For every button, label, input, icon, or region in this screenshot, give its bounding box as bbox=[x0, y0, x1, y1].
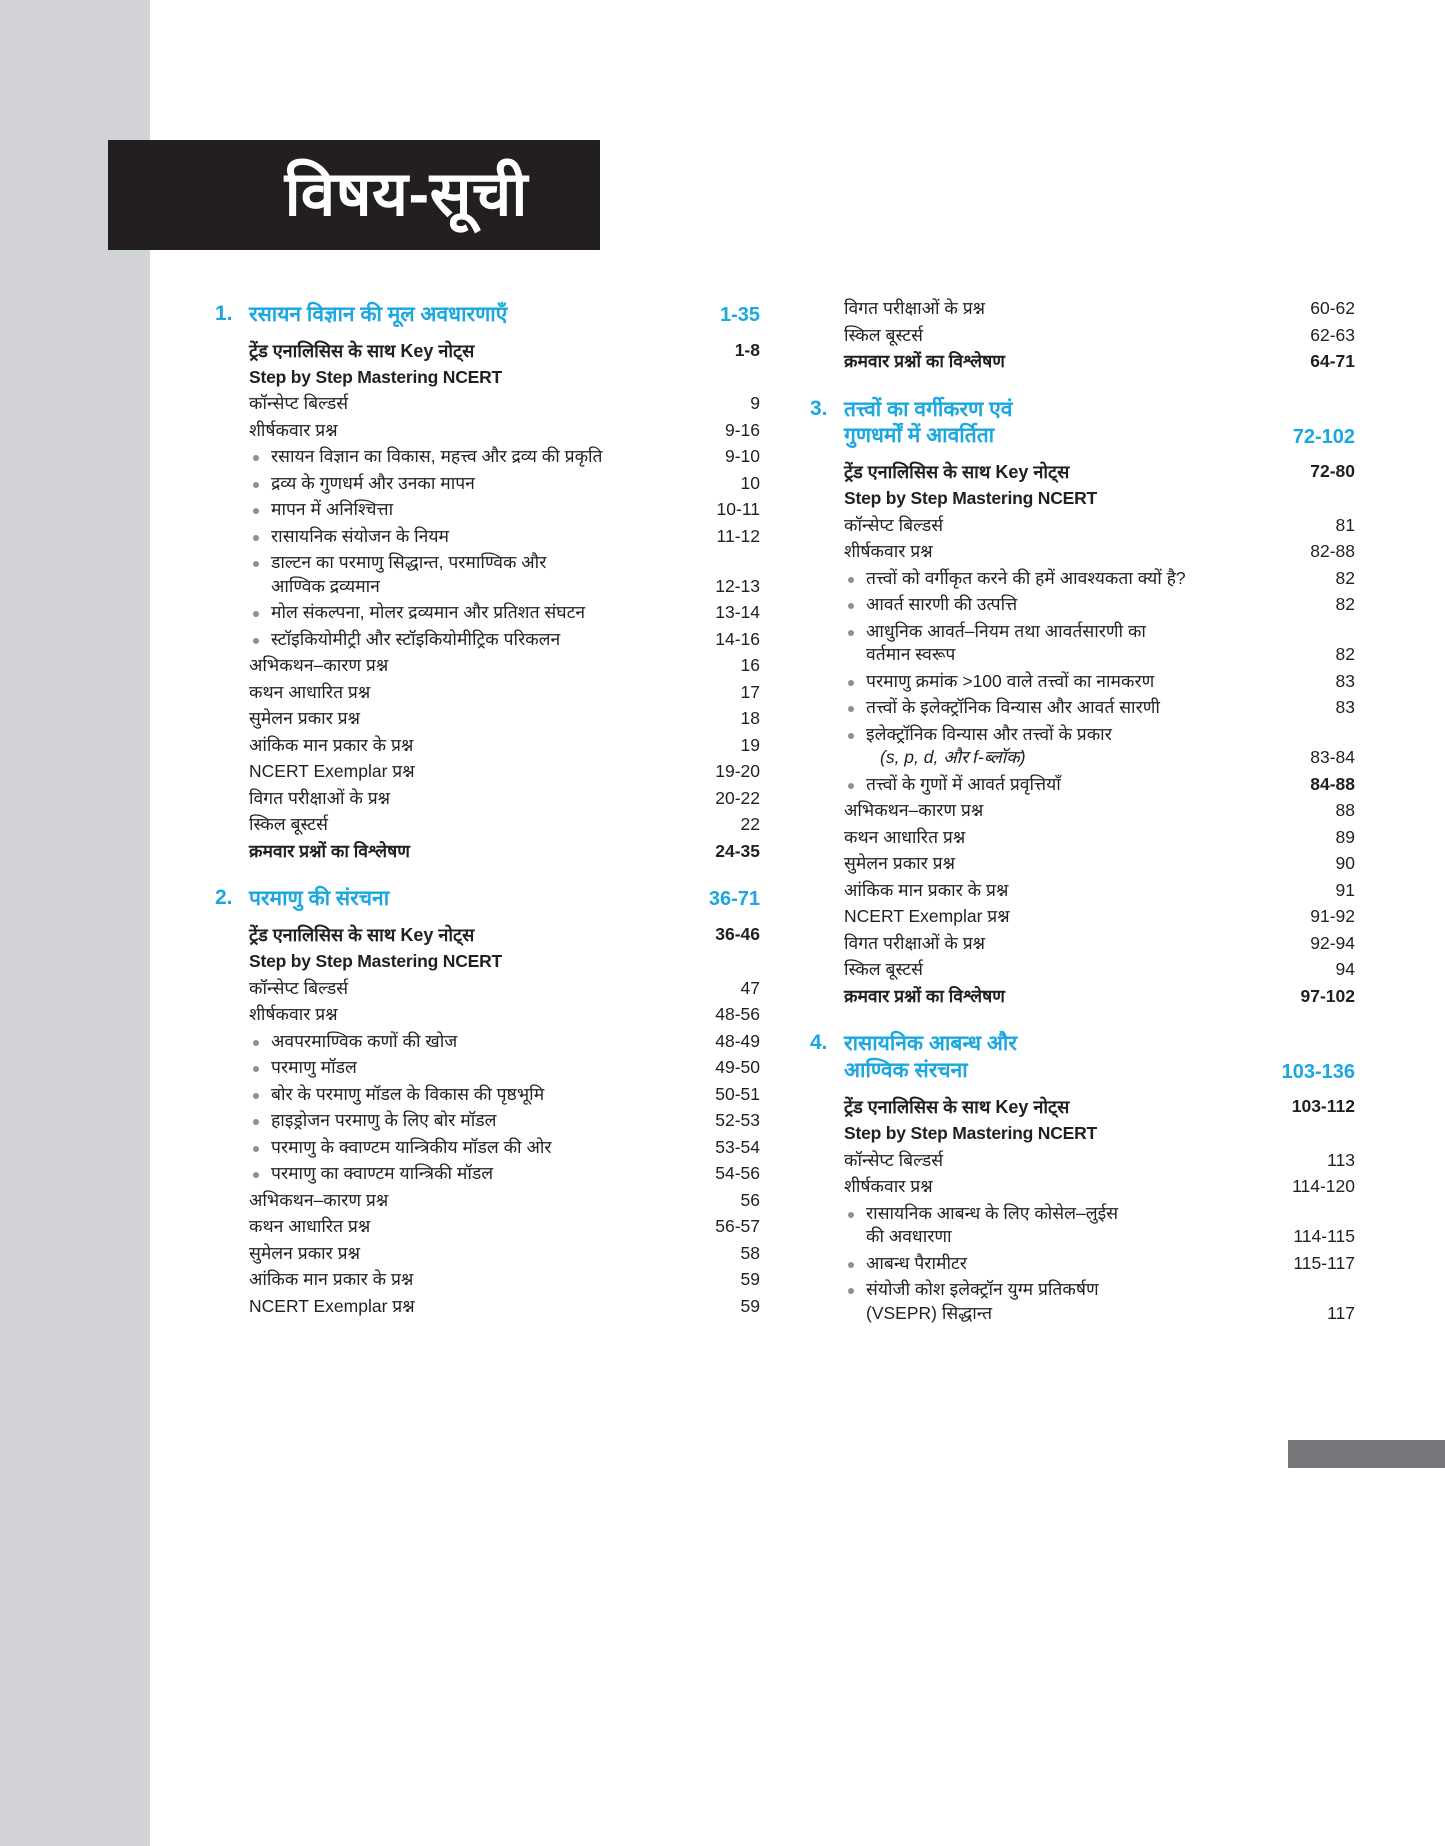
list-item[interactable] bbox=[810, 353, 1355, 371]
row-label: स्टॉइकियोमीट्री और स्टॉइकियोमीट्रिक परिकलन bbox=[271, 628, 561, 649]
row-page: 49-50 bbox=[715, 1057, 760, 1078]
row-page: 19 bbox=[740, 734, 760, 755]
chapter-1-number: 1. bbox=[215, 302, 233, 325]
row-label: अभिकथन–कारण प्रश्न bbox=[249, 655, 389, 676]
list-item[interactable] bbox=[810, 908, 1355, 926]
row-page: 94 bbox=[1335, 959, 1355, 980]
row-label: ट्रेंड एनालिसिस के साथ Key नोट्स bbox=[249, 925, 475, 946]
row-label: अवपरमाण्विक कणों की खोज bbox=[271, 1030, 458, 1051]
row-label: वर्तमान स्वरूप bbox=[866, 644, 956, 665]
row-page: 19-20 bbox=[715, 761, 760, 782]
chapter-3-pages: 72-102 bbox=[1292, 426, 1355, 449]
list-item[interactable] bbox=[215, 734, 760, 755]
list-item[interactable] bbox=[215, 1242, 760, 1263]
row-label: आण्विक द्रव्यमान bbox=[271, 575, 380, 596]
row-label: संयोजी कोश इलेक्ट्रॉन युग्म प्रतिकर्षण bbox=[866, 1279, 1099, 1299]
row-label: शीर्षकवार प्रश्न bbox=[844, 541, 933, 562]
row-label: विगत परीक्षाओं के प्रश्न bbox=[844, 932, 986, 953]
row-label: कथन आधारित प्रश्न bbox=[844, 826, 966, 847]
row-label: Step by Step Mastering NCERT bbox=[844, 1123, 1098, 1143]
list-item[interactable] bbox=[215, 628, 760, 649]
list-item[interactable] bbox=[810, 543, 1355, 561]
row-label: आवर्त सारणी की उत्पत्ति bbox=[866, 594, 1018, 615]
row-label: तत्त्वों के गुणों में आवर्त प्रवृत्तियाँ bbox=[866, 773, 1061, 794]
row-page: 103-112 bbox=[1291, 1096, 1355, 1116]
row-page: 83-84 bbox=[1310, 747, 1355, 768]
row-label: रासायनिक आबन्ध के लिए कोसेल–लुईस bbox=[866, 1202, 1119, 1223]
row-label: (s, p, d, और f-ब्लॉक) bbox=[880, 747, 1026, 768]
row-label: बोर के परमाणु मॉडल के विकास की पृष्ठभूमि bbox=[271, 1083, 545, 1104]
row-page: 9-16 bbox=[724, 419, 760, 440]
row-label: द्रव्य के गुणधर्म और उनका मापन bbox=[271, 472, 475, 493]
list-item[interactable] bbox=[215, 787, 760, 808]
list-item[interactable] bbox=[215, 1271, 760, 1289]
row-label: NCERT Exemplar प्रश्न bbox=[249, 1295, 415, 1316]
row-page: 56-57 bbox=[715, 1216, 760, 1237]
list-item[interactable] bbox=[215, 1006, 760, 1024]
list-item[interactable] bbox=[810, 879, 1355, 900]
chapter-3-number: 3. bbox=[810, 396, 828, 420]
row-page: 90 bbox=[1335, 853, 1355, 874]
list-item[interactable] bbox=[810, 1149, 1355, 1170]
chapter-heading-3[interactable] bbox=[810, 397, 1355, 451]
list-item[interactable] bbox=[215, 953, 760, 971]
row-label: मोल संकल्पना, मोलर द्रव्यमान और प्रतिशत संघटन bbox=[271, 602, 586, 623]
chapter-4-title bbox=[844, 1031, 1017, 1085]
list-item[interactable] bbox=[810, 932, 1355, 953]
chapter-3-left bbox=[810, 397, 1293, 451]
list-item[interactable] bbox=[215, 604, 760, 622]
list-item[interactable] bbox=[215, 977, 760, 998]
list-item[interactable] bbox=[810, 300, 1355, 318]
row-page: 9-10 bbox=[724, 446, 760, 467]
list-item[interactable] bbox=[215, 1136, 760, 1157]
list-item-continuation bbox=[810, 646, 1355, 664]
chapter-1-pages: 1-35 bbox=[719, 304, 760, 326]
row-label: सुमेलन प्रकार प्रश्न bbox=[844, 853, 956, 874]
row-page: 83 bbox=[1335, 697, 1355, 718]
list-item[interactable] bbox=[215, 472, 760, 493]
row-label: कॉन्सेप्ट बिल्डर्स bbox=[844, 514, 944, 535]
row-label: कॉन्सेप्ट बिल्डर्स bbox=[249, 393, 349, 414]
row-page: 62-63 bbox=[1310, 324, 1355, 345]
row-page: 22 bbox=[740, 814, 760, 835]
page-title-banner bbox=[108, 140, 600, 250]
list-item[interactable] bbox=[215, 554, 760, 572]
toc-columns bbox=[0, 300, 1445, 1331]
row-page: 72-80 bbox=[1310, 461, 1355, 482]
row-label: मापन में अनिश्चित्ता bbox=[271, 499, 394, 520]
row-label: अभिकथन–कारण प्रश्न bbox=[844, 800, 984, 821]
row-page: 58 bbox=[740, 1242, 760, 1263]
row-label: स्किल बूस्टर्स bbox=[844, 324, 923, 345]
row-label: रसायन विज्ञान का विकास, महत्त्व और द्रव्य की प्रकृति bbox=[271, 446, 603, 467]
row-page: 48-49 bbox=[715, 1030, 760, 1051]
list-item[interactable] bbox=[810, 773, 1355, 794]
row-label: सुमेलन प्रकार प्रश्न bbox=[249, 708, 361, 729]
row-label: Step by Step Mastering NCERT bbox=[249, 366, 503, 387]
row-page: 14-16 bbox=[715, 628, 760, 649]
chapter-heading-4[interactable] bbox=[810, 1031, 1355, 1085]
row-page: 18 bbox=[740, 708, 760, 729]
row-label: आंकिक मान प्रकार के प्रश्न bbox=[249, 734, 414, 755]
list-item[interactable] bbox=[215, 525, 760, 546]
list-item[interactable] bbox=[810, 463, 1355, 481]
row-label: परमाणु का क्वाण्टम यान्त्रिकी मॉडल bbox=[271, 1163, 494, 1184]
list-item[interactable] bbox=[215, 926, 760, 944]
row-label: विगत परीक्षाओं के प्रश्न bbox=[844, 298, 986, 318]
row-page: 47 bbox=[740, 977, 760, 998]
row-page: 82-88 bbox=[1310, 541, 1355, 562]
row-label: ट्रेंड एनालिसिस के साथ Key नोट्स bbox=[844, 1097, 1070, 1117]
row-label: डाल्टन का परमाणु सिद्धान्त, परमाण्विक और bbox=[271, 552, 547, 573]
row-page: 92-94 bbox=[1310, 932, 1355, 953]
chapter-3-title-line1: तत्त्वों का वर्गीकरण एवं bbox=[844, 397, 1013, 421]
list-item[interactable] bbox=[215, 501, 760, 519]
row-page: 88 bbox=[1335, 800, 1355, 821]
list-item[interactable] bbox=[810, 1202, 1355, 1223]
row-page: 20-22 bbox=[715, 787, 760, 808]
list-item[interactable] bbox=[810, 1281, 1355, 1299]
list-item[interactable] bbox=[810, 1098, 1355, 1116]
list-item[interactable] bbox=[215, 657, 760, 675]
chapter-2-title: परमाणु की संरचना bbox=[249, 887, 390, 911]
row-label: कथन आधारित प्रश्न bbox=[249, 1216, 371, 1237]
row-label: आधुनिक आवर्त–नियम तथा आवर्तसारणी का bbox=[866, 620, 1146, 641]
row-label: ट्रेंड एनालिसिस के साथ Key नोट्स bbox=[844, 462, 1070, 483]
list-item[interactable] bbox=[810, 802, 1355, 820]
list-item[interactable] bbox=[215, 339, 760, 361]
list-item-continuation bbox=[810, 1228, 1355, 1246]
row-label: तत्त्वों के इलेक्ट्रॉनिक विन्यास और आवर्त सारणी bbox=[866, 697, 1160, 718]
row-page: 83 bbox=[1335, 670, 1355, 691]
row-label: परमाणु क्रमांक >100 वाले तत्त्वों का नामकरण bbox=[866, 670, 1155, 691]
row-page: 82 bbox=[1335, 567, 1355, 588]
row-label: विगत परीक्षाओं के प्रश्न bbox=[249, 787, 391, 808]
row-page: 9 bbox=[750, 393, 760, 414]
row-label: अभिकथन–कारण प्रश्न bbox=[249, 1189, 389, 1210]
row-label: Step by Step Mastering NCERT bbox=[844, 488, 1098, 509]
row-label: शीर्षकवार प्रश्न bbox=[249, 419, 338, 440]
list-item[interactable] bbox=[215, 710, 760, 728]
row-page: 13-14 bbox=[715, 602, 760, 623]
list-item-continuation bbox=[810, 1302, 1355, 1323]
list-item-continuation bbox=[215, 575, 760, 596]
list-item[interactable] bbox=[215, 1030, 760, 1051]
row-label: कॉन्सेप्ट बिल्डर्स bbox=[844, 1149, 944, 1170]
row-page: 53-54 bbox=[715, 1136, 760, 1157]
chapter-4-title-line1: रासायनिक आबन्ध और bbox=[844, 1032, 1017, 1056]
row-page: 50-51 bbox=[715, 1083, 760, 1104]
row-label: स्किल बूस्टर्स bbox=[844, 959, 923, 980]
list-item[interactable] bbox=[215, 1295, 760, 1316]
list-item[interactable] bbox=[215, 419, 760, 440]
row-page: 81 bbox=[1335, 514, 1355, 535]
list-item[interactable] bbox=[215, 395, 760, 413]
page-title: विषय-सूची bbox=[284, 160, 528, 229]
row-page: 59 bbox=[740, 1269, 760, 1290]
row-label: शीर्षकवार प्रश्न bbox=[249, 1004, 338, 1025]
chapter-4-left bbox=[810, 1031, 1282, 1085]
list-item[interactable] bbox=[810, 670, 1355, 691]
row-page: 114-115 bbox=[1293, 1226, 1355, 1246]
list-item[interactable] bbox=[215, 448, 760, 466]
list-item[interactable] bbox=[215, 763, 760, 781]
list-item[interactable] bbox=[810, 1125, 1355, 1143]
row-page: 24-35 bbox=[715, 840, 760, 861]
chapter-1-title: रसायन विज्ञान की मूल अवधारणाएँ bbox=[249, 303, 508, 326]
row-label: Step by Step Mastering NCERT bbox=[249, 951, 503, 972]
chapter-2-number: 2. bbox=[215, 886, 233, 910]
row-page: 89 bbox=[1335, 826, 1355, 847]
row-page: 36-46 bbox=[715, 924, 760, 945]
chapter-2-pages: 36-71 bbox=[708, 888, 760, 911]
chapter-2-left bbox=[215, 886, 698, 913]
chapter-4-title-line2: आण्विक संरचना bbox=[844, 1059, 968, 1083]
row-page: 54-56 bbox=[715, 1163, 760, 1184]
list-item[interactable] bbox=[810, 985, 1355, 1006]
row-label: क्रमवार प्रश्नों का विश्लेषण bbox=[844, 351, 1005, 371]
list-item[interactable] bbox=[215, 816, 760, 834]
row-page: 12-13 bbox=[715, 575, 760, 596]
row-label: परमाणु के क्वाण्टम यान्त्रिकीय मॉडल की ओर bbox=[271, 1136, 552, 1157]
toc-column-right bbox=[810, 300, 1355, 1331]
row-label: (VSEPR) सिद्धान्त bbox=[866, 1302, 993, 1323]
row-label: तत्त्वों को वर्गीकृत करने की हमें आवश्यकता क्यों है? bbox=[866, 567, 1186, 588]
list-item[interactable] bbox=[810, 699, 1355, 717]
row-label: कथन आधारित प्रश्न bbox=[249, 681, 371, 702]
row-page: 59 bbox=[740, 1295, 760, 1316]
row-label: क्रमवार प्रश्नों का विश्लेषण bbox=[249, 840, 410, 861]
list-item[interactable] bbox=[215, 366, 760, 387]
row-label: आंकिक मान प्रकार के प्रश्न bbox=[249, 1269, 414, 1290]
list-item[interactable] bbox=[810, 961, 1355, 979]
chapter-3-title bbox=[844, 397, 1012, 451]
row-page: 17 bbox=[740, 681, 760, 702]
row-page: 60-62 bbox=[1310, 298, 1355, 318]
list-item[interactable] bbox=[810, 826, 1355, 847]
row-label: परमाणु मॉडल bbox=[271, 1057, 357, 1078]
list-item[interactable] bbox=[215, 840, 760, 861]
row-page: 82 bbox=[1335, 594, 1355, 615]
row-label: ट्रेंड एनालिसिस के साथ Key नोट्स bbox=[249, 340, 475, 361]
row-page: 113 bbox=[1327, 1149, 1355, 1170]
list-item[interactable] bbox=[810, 855, 1355, 873]
list-item[interactable] bbox=[215, 681, 760, 702]
chapter-heading-2[interactable] bbox=[215, 886, 760, 913]
list-item[interactable] bbox=[810, 620, 1355, 641]
row-page: 11-12 bbox=[716, 525, 760, 546]
row-page: 10 bbox=[740, 472, 760, 493]
list-item[interactable] bbox=[810, 723, 1355, 744]
row-page: 115-117 bbox=[1293, 1252, 1355, 1273]
list-item-continuation bbox=[810, 749, 1355, 767]
row-label: की अवधारणा bbox=[866, 1226, 952, 1246]
row-label: सुमेलन प्रकार प्रश्न bbox=[249, 1242, 361, 1263]
row-page: 10-11 bbox=[716, 499, 760, 520]
row-page: 52-53 bbox=[715, 1110, 760, 1131]
row-page: 82 bbox=[1335, 644, 1355, 665]
row-page: 117 bbox=[1327, 1302, 1355, 1323]
row-page: 91 bbox=[1335, 879, 1355, 900]
row-page: 114-120 bbox=[1292, 1176, 1355, 1196]
list-item[interactable] bbox=[810, 1178, 1355, 1196]
list-item[interactable] bbox=[215, 1083, 760, 1104]
row-page: 56 bbox=[740, 1189, 760, 1210]
row-label: हाइड्रोजन परमाणु के लिए बोर मॉडल bbox=[271, 1110, 497, 1131]
page-edge-tab bbox=[1288, 1440, 1445, 1468]
chapter-4-number: 4. bbox=[810, 1031, 828, 1055]
row-page: 48-56 bbox=[715, 1004, 760, 1025]
list-item[interactable] bbox=[810, 1252, 1355, 1273]
row-page: 91-92 bbox=[1310, 906, 1355, 927]
list-item[interactable] bbox=[215, 1059, 760, 1077]
list-item[interactable] bbox=[810, 514, 1355, 535]
chapter-3-title-line2: गुणधर्मों में आवर्तिता bbox=[844, 424, 995, 448]
row-label: NCERT Exemplar प्रश्न bbox=[249, 761, 415, 782]
row-label: आबन्ध पैरामीटर bbox=[866, 1252, 967, 1273]
chapter-4-pages: 103-136 bbox=[1281, 1061, 1355, 1083]
list-item[interactable] bbox=[810, 596, 1355, 614]
row-label: क्रमवार प्रश्नों का विश्लेषण bbox=[844, 985, 1005, 1006]
row-label: इलेक्ट्रॉनिक विन्यास और तत्त्वों के प्रकार bbox=[866, 723, 1112, 744]
list-item[interactable] bbox=[215, 1165, 760, 1183]
chapter-heading-1[interactable] bbox=[215, 302, 760, 329]
list-item[interactable] bbox=[215, 1189, 760, 1210]
row-page: 84-88 bbox=[1310, 773, 1355, 794]
toc-column-left bbox=[215, 300, 760, 1331]
row-page: 16 bbox=[740, 655, 760, 676]
row-label: रासायनिक संयोजन के नियम bbox=[271, 525, 449, 546]
row-label: स्किल बूस्टर्स bbox=[249, 814, 328, 835]
row-label: NCERT Exemplar प्रश्न bbox=[844, 906, 1010, 927]
row-label: शीर्षकवार प्रश्न bbox=[844, 1176, 933, 1196]
list-item[interactable] bbox=[215, 1112, 760, 1130]
chapter-1-left bbox=[215, 302, 698, 329]
row-page: 97-102 bbox=[1300, 985, 1355, 1006]
list-item[interactable] bbox=[810, 324, 1355, 345]
list-item[interactable] bbox=[215, 1218, 760, 1236]
list-item[interactable] bbox=[810, 490, 1355, 508]
row-label: आंकिक मान प्रकार के प्रश्न bbox=[844, 879, 1009, 900]
list-item[interactable] bbox=[810, 567, 1355, 588]
row-label: कॉन्सेप्ट बिल्डर्स bbox=[249, 977, 349, 998]
row-page: 64-71 bbox=[1310, 351, 1355, 371]
row-page: 1-8 bbox=[734, 339, 760, 360]
